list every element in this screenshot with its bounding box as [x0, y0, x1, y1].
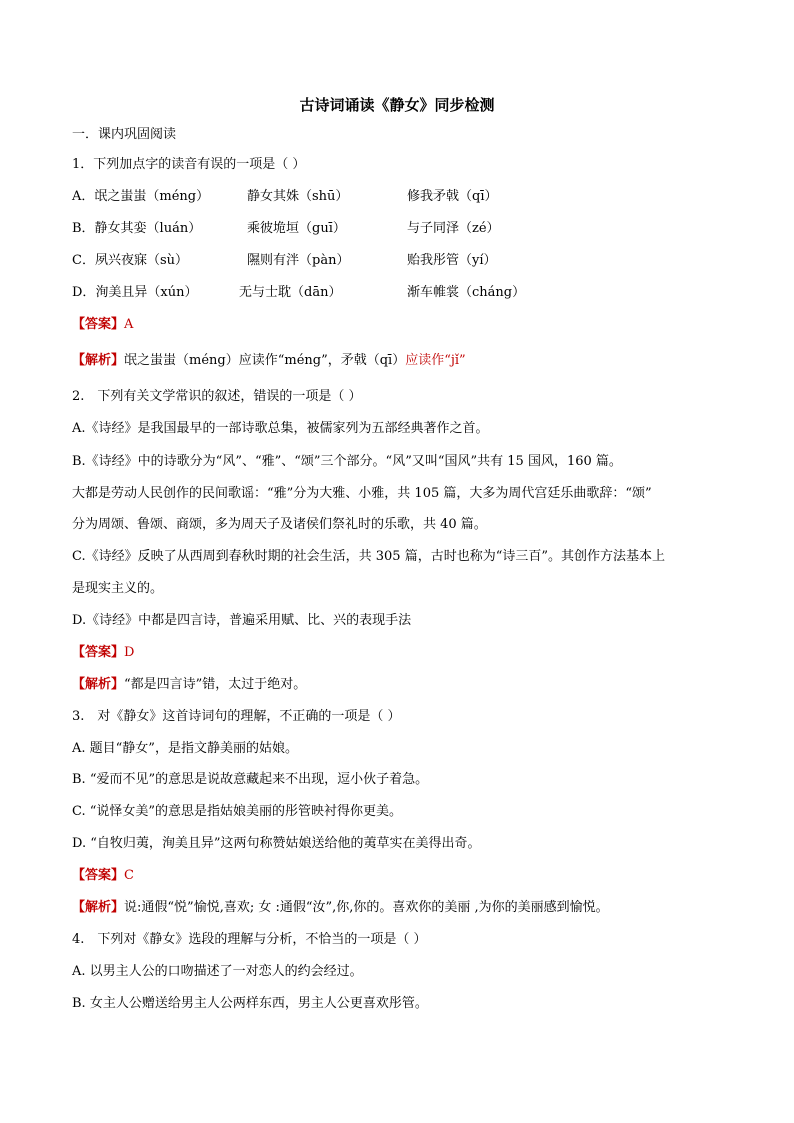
- q1-option-b-3: 与子同泽（zé）: [407, 221, 500, 236]
- q1-option-a-3: 修我矛戟（qī）: [407, 189, 498, 204]
- analysis-text: “都是四言诗”错，太过于绝对。: [124, 677, 307, 692]
- q2-option-d: D.《诗经》中都是四言诗，普遍采用赋、比、兴的表现手法: [72, 613, 412, 628]
- answer-label: 【答案】: [72, 645, 125, 660]
- q2-option-c-line2: 是现实主义的。: [72, 581, 164, 596]
- q1-option-b-1: B．静女其娈（luán）: [72, 221, 202, 236]
- q2-option-c-line1: C.《诗经》反映了从西周到春秋时期的社会生活，共 305 篇，古时也称为“诗三百”。其创作方法基本上: [72, 549, 665, 564]
- analysis-label: 【解析】: [72, 353, 125, 368]
- q1-option-b-2: 乘彼垝垣（guī）: [247, 221, 346, 236]
- q1-answer: [72, 316, 133, 334]
- analysis-label: 【解析】: [72, 677, 125, 692]
- q1-option-a-1: A．氓之蚩蚩（méng）: [72, 189, 210, 204]
- q4-option-a: A. 以男主人公的口吻描述了一对恋人的约会经过。: [72, 964, 363, 979]
- q2-option-b-line2: 大都是劳动人民创作的民间歌谣：“雅”分为大雅、小雅，共 105 篇，大多为周代宫廷乐曲歌辞：“颂”: [72, 486, 652, 501]
- q2-option-a: A.《诗经》是我国最早的一部诗歌总集，被儒家列为五部经典著作之首。: [72, 421, 489, 436]
- analysis-text-b: 应读作“jǐ”: [405, 353, 466, 368]
- q2-answer: [72, 644, 134, 662]
- question-1-stem: 1．下列加点字的读音有误的一项是（ ）: [72, 157, 306, 172]
- q3-option-a: A. 题目“静女”，是指文静美丽的姑娘。: [72, 741, 298, 756]
- q3-answer: [72, 867, 134, 885]
- section-heading: 一．课内巩固阅读: [72, 127, 177, 142]
- q1-option-d-2: 无与士耽（dān）: [239, 285, 342, 300]
- q1-option-c-2: 隰则有泮（pàn）: [247, 253, 350, 268]
- answer-value: D: [124, 645, 135, 660]
- q1-option-c-3: 贻我彤管（yí）: [407, 253, 497, 268]
- q3-option-c: C. “说怿女美”的意思是指姑娘美丽的彤管映衬得你更美。: [72, 804, 403, 819]
- q1-option-a-2: 静女其姝（shū）: [247, 189, 349, 204]
- analysis-label: 【解析】: [72, 900, 125, 915]
- q3-option-b: B. “爱而不见”的意思是说故意藏起来不出现，逗小伙子着急。: [72, 772, 429, 787]
- q1-option-c-1: C．夙兴夜寐（sù）: [72, 253, 188, 268]
- question-4-stem: 4. 下列对《静女》选段的理解与分析，不恰当的一项是（ ）: [72, 932, 427, 947]
- question-2-stem: 2. 下列有关文学常识的叙述，错误的一项是（ ）: [72, 389, 362, 404]
- q3-option-d: D. “自牧归荑，洵美且异”这两句称赞姑娘送给他的荑草实在美得出奇。: [72, 836, 481, 851]
- answer-label: 【答案】: [72, 317, 125, 332]
- analysis-text: 说:通假“悦”愉悦,喜欢; 女 :通假“汝”,你,你的。喜欢你的美丽 ,为你的美丽感到愉悦。: [124, 900, 609, 915]
- q1-analysis: [72, 352, 466, 370]
- answer-value: A: [124, 317, 134, 332]
- q1-option-d-1: D．洵美且异（xún）: [72, 285, 198, 300]
- analysis-text-a: 氓之蚩蚩（méng）应读作“méng”，矛戟（qī）: [124, 353, 406, 368]
- page-title: 古诗词诵读《静女》同步检测: [299, 96, 495, 114]
- q4-option-b: B. 女主人公赠送给男主人公两样东西，男主人公更喜欢彤管。: [72, 996, 428, 1011]
- question-3-stem: 3. 对《静女》这首诗词句的理解，不正确的一项是（ ）: [72, 709, 401, 724]
- q2-option-b-line1: B.《诗经》中的诗歌分为“风”、“雅”、“颂”三个部分。“风”又叫“国风”共有 15 国风，160 篇。: [72, 454, 622, 469]
- q3-analysis: [72, 899, 609, 917]
- q2-analysis: [72, 676, 306, 694]
- q1-option-d-3: 渐车帷裳（cháng）: [407, 285, 526, 300]
- answer-value: C: [124, 868, 134, 883]
- answer-label: 【答案】: [72, 868, 125, 883]
- q2-option-b-line3: 分为周颂、鲁颂、商颂，多为周天子及诸侯们祭礼时的乐歌，共 40 篇。: [72, 517, 487, 532]
